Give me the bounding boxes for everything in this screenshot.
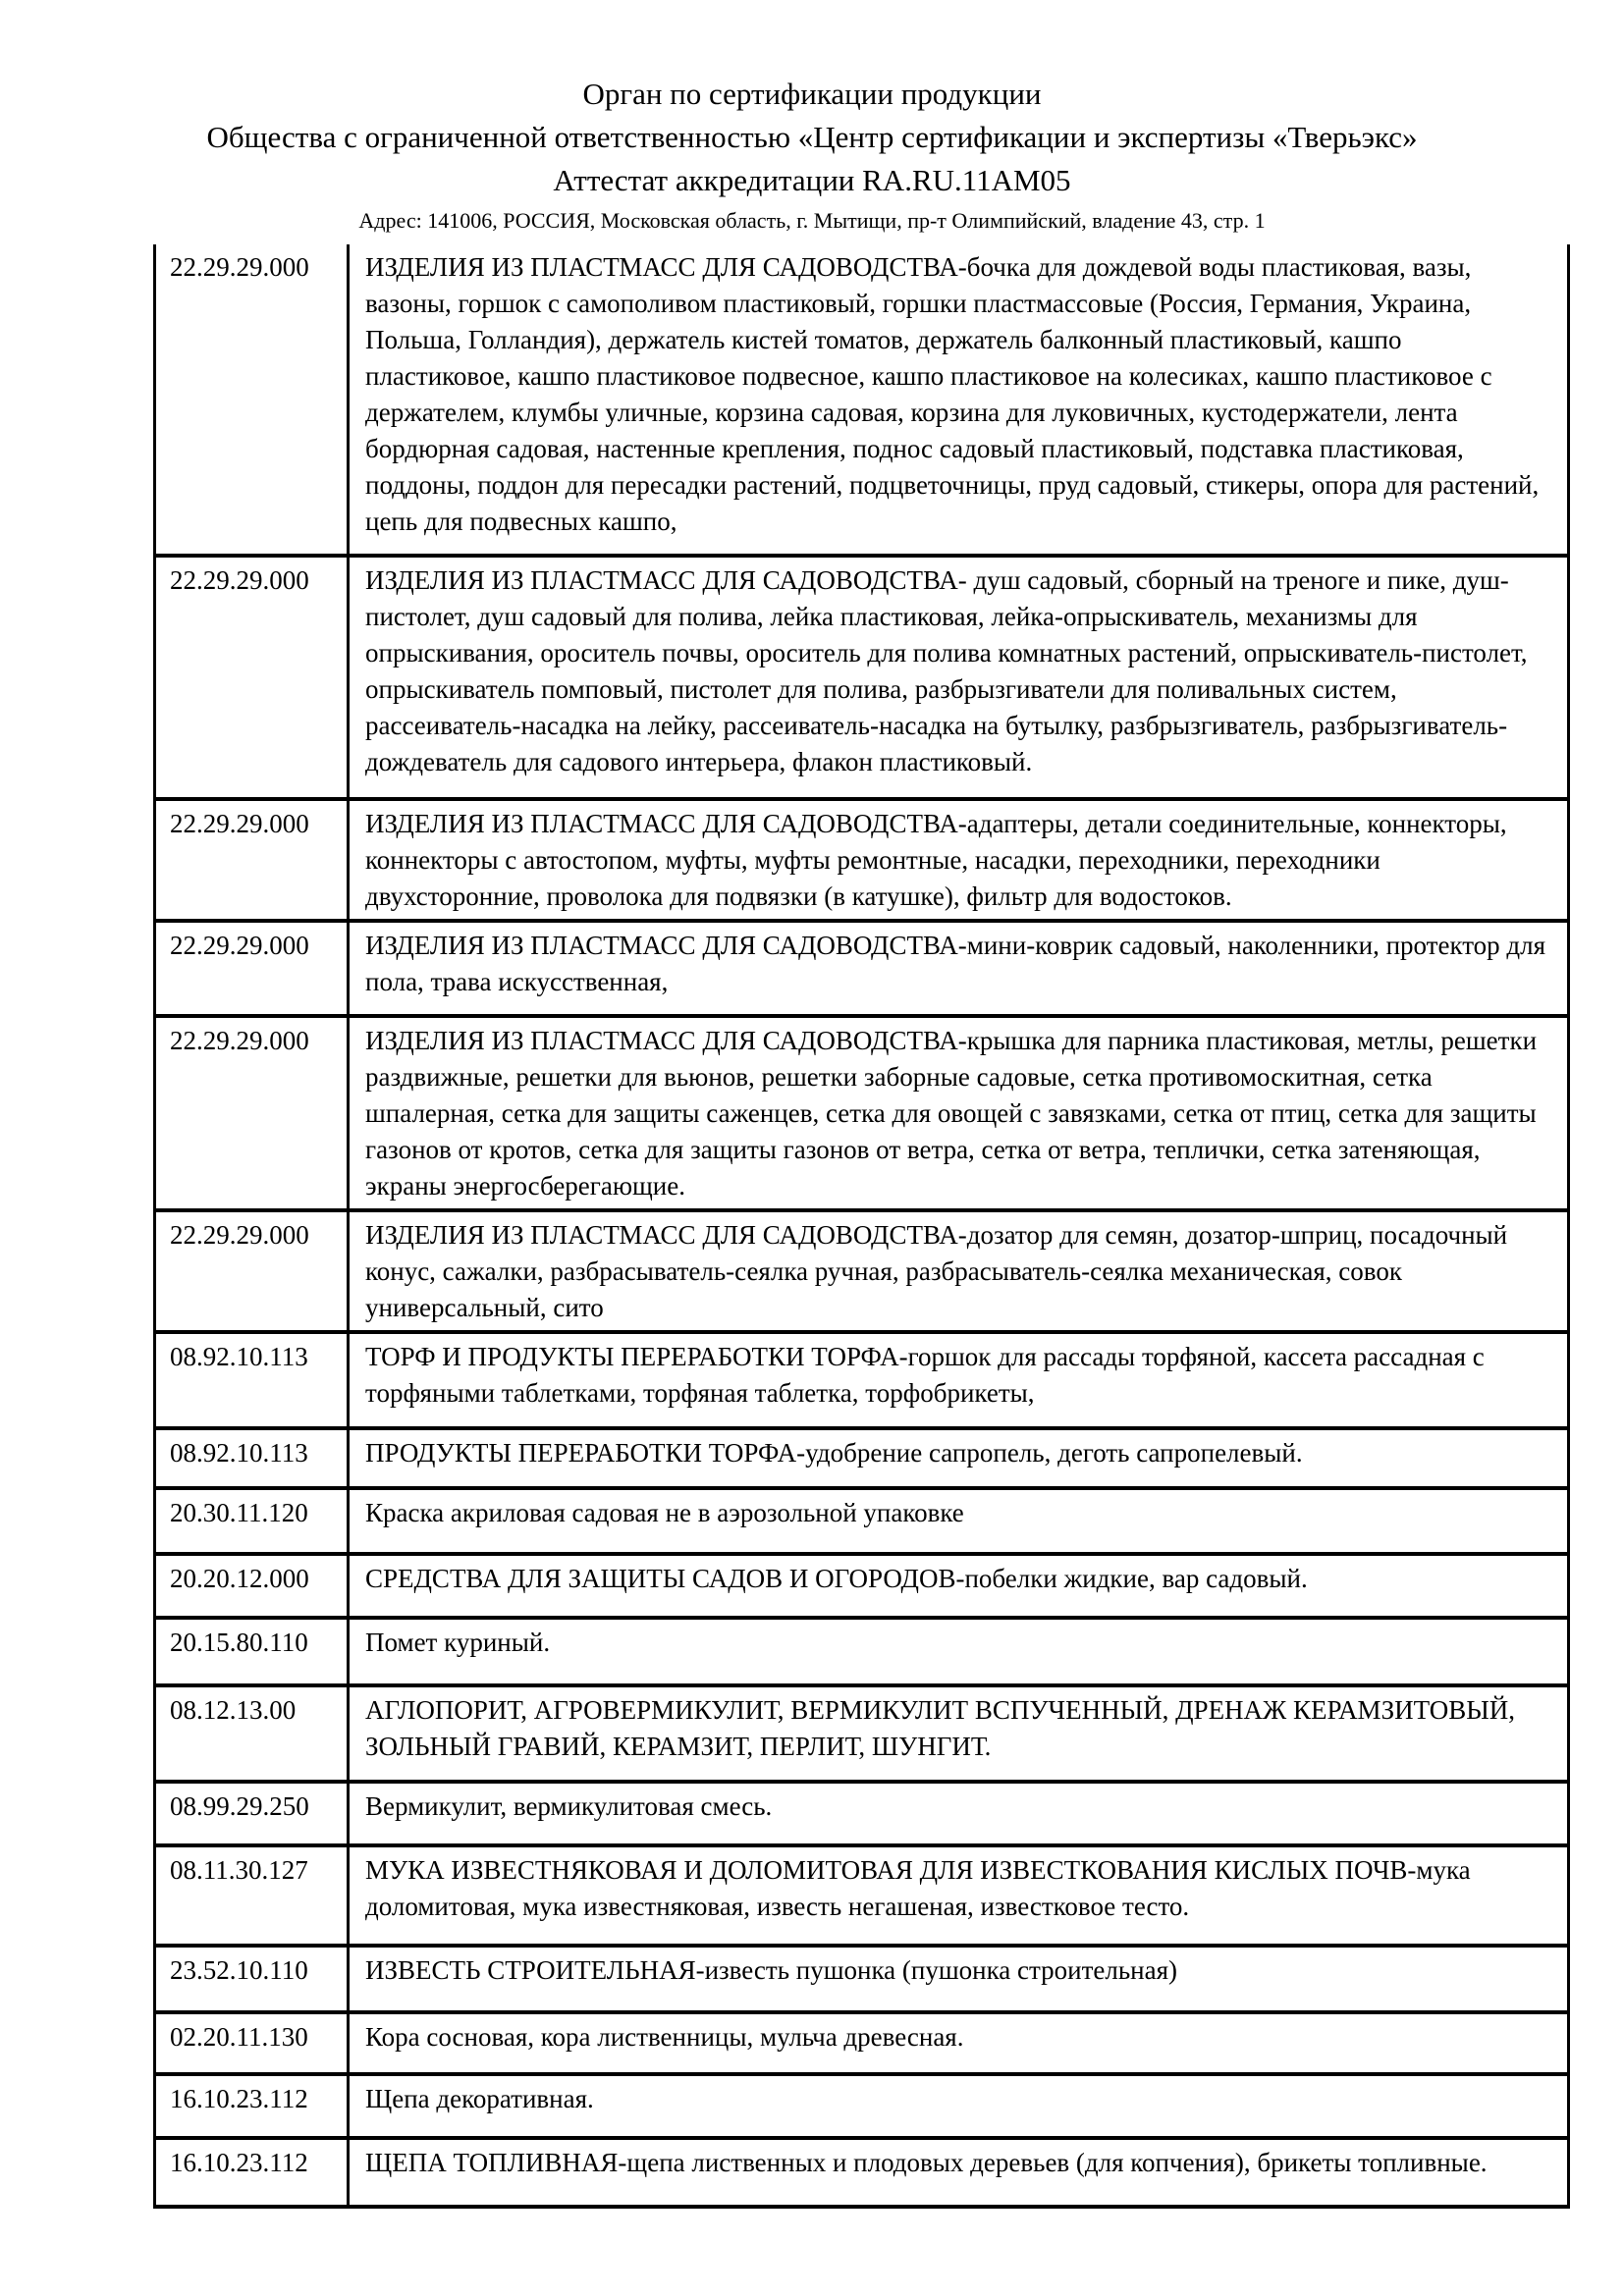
- product-description-cell: ИЗДЕЛИЯ ИЗ ПЛАСТМАСС ДЛЯ САДОВОДСТВА-крышка для парника пластиковая, метлы, решетки раздвижные, решетки для вьюнов, решетки заборные садовые, сетка противомоскитная, сетка шпалерная, сетка для защиты саженцев, сетка для овощей с завязками, сетка от птиц, сетка для защиты газонов от кротов, сетка для защиты газонов от ветра, сетка от ветра, теплички, сетка затеняющая, экраны энергосберегающие.: [349, 1016, 1569, 1210]
- product-code-cell: 22.29.29.000: [155, 244, 349, 556]
- products-table-body: [155, 244, 1569, 2207]
- product-code-cell: 08.92.10.113: [155, 1332, 349, 1428]
- product-description-cell: Вермикулит, вермикулитовая смесь.: [349, 1782, 1569, 1845]
- table-row: [155, 1946, 1569, 2012]
- product-description-cell: Краска акриловая садовая не в аэрозольной упаковке: [349, 1488, 1569, 1554]
- table-row: [155, 1554, 1569, 1618]
- product-description-cell: ПРОДУКТЫ ПЕРЕРАБОТКИ ТОРФА-удобрение сапропель, деготь сапропелевый.: [349, 1428, 1569, 1488]
- product-code-cell: 22.29.29.000: [155, 921, 349, 1016]
- product-description-cell: ТОРФ И ПРОДУКТЫ ПЕРЕРАБОТКИ ТОРФА-горшок для рассады торфяной, кассета рассадная с торфяными таблетками, торфяная таблетка, торфобрикеты,: [349, 1332, 1569, 1428]
- table-row: [155, 1618, 1569, 1685]
- product-code-cell: 08.99.29.250: [155, 1782, 349, 1845]
- product-description-cell: ИЗДЕЛИЯ ИЗ ПЛАСТМАСС ДЛЯ САДОВОДСТВА- душ садовый, сборный на треноге и пике, душ-пистолет, душ садовый для полива, лейка пластиковая, лейка-опрыскиватель, механизмы для опрыскивания, ороситель почвы, ороситель для полива комнатных растений, опрыскиватель-пистолет, опрыскиватель помповый, пистолет для полива, разбрызгиватели для поливальных систем, рассеиватель-насадка на лейку, рассеиватель-насадка на бутылку, разбрызгиватель, разбрызгиватель-дождеватель для садового интерьера, флакон пластиковый.: [349, 556, 1569, 799]
- table-row: [155, 1016, 1569, 1210]
- product-description-cell: СРЕДСТВА ДЛЯ ЗАЩИТЫ САДОВ И ОГОРОДОВ-побелки жидкие, вар садовый.: [349, 1554, 1569, 1618]
- product-description-cell: ИЗДЕЛИЯ ИЗ ПЛАСТМАСС ДЛЯ САДОВОДСТВА-бочка для дождевой воды пластиковая, вазы, вазоны, горшок с самополивом пластиковый, горшки пластмассовые (Россия, Германия, Украина, Польша, Голландия), держатель кистей томатов, держатель балконный пластиковый, кашпо пластиковое, кашпо пластиковое подвесное, кашпо пластиковое на колесиках, кашпо пластиковое с держателем, клумбы уличные, корзина садовая, корзина для луковичных, кустодержатели, лента бордюрная садовая, настенные крепления, поднос садовый пластиковый, подставка пластиковая, поддоны, поддон для пересадки растений, подцветочницы, пруд садовый, стикеры, опора для растений, цепь для подвесных кашпо,: [349, 244, 1569, 556]
- header-company-line: Общества с ограниченной ответственностью «Центр сертификации и экспертизы «Тверьэкс»: [206, 120, 1418, 154]
- product-description-cell: ИЗДЕЛИЯ ИЗ ПЛАСТМАСС ДЛЯ САДОВОДСТВА-мини-коврик садовый, наколенники, протектор для пола, трава искусственная,: [349, 921, 1569, 1016]
- product-description-cell: ИЗДЕЛИЯ ИЗ ПЛАСТМАСС ДЛЯ САДОВОДСТВА-дозатор для семян, дозатор-шприц, посадочный конус, сажалки, разбрасыватель-сеялка ручная, разбрасыватель-сеялка механическая, совок универсальный, сито: [349, 1210, 1569, 1332]
- product-code-cell: 20.15.80.110: [155, 1618, 349, 1685]
- table-row: [155, 1332, 1569, 1428]
- header-org-line: Орган по сертификации продукции: [582, 77, 1042, 111]
- product-code-cell: 02.20.11.130: [155, 2012, 349, 2074]
- product-code-cell: 22.29.29.000: [155, 1016, 349, 1210]
- table-row: [155, 799, 1569, 921]
- product-code-cell: 08.12.13.00: [155, 1685, 349, 1782]
- product-code-cell: 22.29.29.000: [155, 556, 349, 799]
- product-code-cell: 22.29.29.000: [155, 799, 349, 921]
- table-row: [155, 244, 1569, 556]
- product-description-cell: Щепа декоративная.: [349, 2074, 1569, 2138]
- product-code-cell: 20.20.12.000: [155, 1554, 349, 1618]
- product-description-cell: Кора сосновая, кора лиственницы, мульча древесная.: [349, 2012, 1569, 2074]
- product-description-cell: МУКА ИЗВЕСТНЯКОВАЯ И ДОЛОМИТОВАЯ ДЛЯ ИЗВЕСТКОВАНИЯ КИСЛЫХ ПОЧВ-мука доломитовая, мука известняковая, известь негашеная, известковое тесто.: [349, 1845, 1569, 1946]
- document-header: [0, 0, 1624, 236]
- product-code-cell: 16.10.23.112: [155, 2138, 349, 2207]
- table-row: [155, 2138, 1569, 2207]
- table-row: [155, 1428, 1569, 1488]
- product-code-cell: 20.30.11.120: [155, 1488, 349, 1554]
- table-row: [155, 1782, 1569, 1845]
- table-row: [155, 1685, 1569, 1782]
- product-code-cell: 08.11.30.127: [155, 1845, 349, 1946]
- products-table: [153, 244, 1570, 2209]
- table-row: [155, 556, 1569, 799]
- product-code-cell: 08.92.10.113: [155, 1428, 349, 1488]
- product-description-cell: ЩЕПА ТОПЛИВНАЯ-щепа лиственных и плодовых деревьев (для копчения), брикеты топливные.: [349, 2138, 1569, 2207]
- product-description-cell: АГЛОПОРИТ, АГРОВЕРМИКУЛИТ, ВЕРМИКУЛИТ ВСПУЧЕННЫЙ, ДРЕНАЖ КЕРАМЗИТОВЫЙ, ЗОЛЬНЫЙ ГРАВИЙ, КЕРАМЗИТ, ПЕРЛИТ, ШУНГИТ.: [349, 1685, 1569, 1782]
- table-row: [155, 1488, 1569, 1554]
- product-code-cell: 23.52.10.110: [155, 1946, 349, 2012]
- table-row: [155, 1845, 1569, 1946]
- table-row: [155, 1210, 1569, 1332]
- product-code-cell: 22.29.29.000: [155, 1210, 349, 1332]
- product-description-cell: Помет куриный.: [349, 1618, 1569, 1685]
- product-description-cell: ИЗВЕСТЬ СТРОИТЕЛЬНАЯ-известь пушонка (пушонка строительная): [349, 1946, 1569, 2012]
- table-row: [155, 2012, 1569, 2074]
- table-row: [155, 2074, 1569, 2138]
- header-address-line: Адрес: 141006, РОССИЯ, Московская область, г. Мытищи, пр-т Олимпийский, владение 43, стр. 1: [358, 208, 1266, 233]
- header-attestation-line: Аттестат аккредитации RA.RU.11АМ05: [553, 163, 1071, 197]
- table-row: [155, 921, 1569, 1016]
- product-description-cell: ИЗДЕЛИЯ ИЗ ПЛАСТМАСС ДЛЯ САДОВОДСТВА-адаптеры, детали соединительные, коннекторы, коннекторы с автостопом, муфты, муфты ремонтные, насадки, переходники, переходники двухсторонние, проволока для подвязки (в катушке), фильтр для водостоков.: [349, 799, 1569, 921]
- product-code-cell: 16.10.23.112: [155, 2074, 349, 2138]
